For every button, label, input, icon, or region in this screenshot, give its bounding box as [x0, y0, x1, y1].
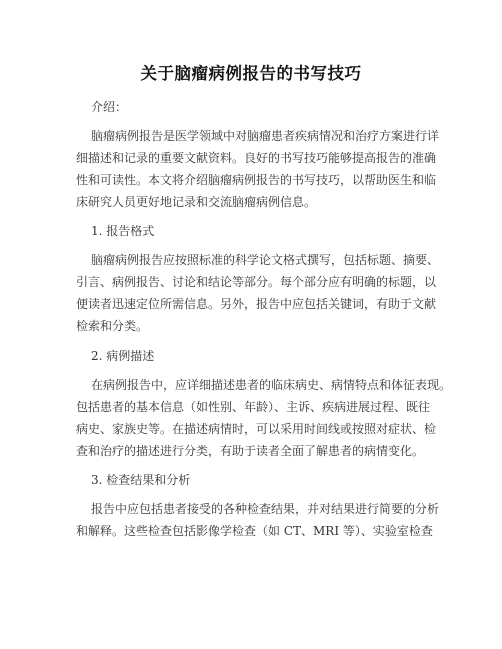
- paragraph-line: 检索和分类。: [76, 319, 149, 333]
- section-heading-case: 2. 病例描述: [91, 349, 155, 363]
- paragraph-line: 在病例报告中，应详细描述患者的临床病史、病情特点和体征表现。: [91, 378, 452, 392]
- page-title: 关于脑瘤病例报告的书写技巧: [140, 64, 362, 83]
- paragraph-line: 细描述和记录的重要文献资料。良好的书写技巧能够提高报告的准确: [76, 151, 437, 165]
- intro-heading: 介绍：: [91, 100, 128, 114]
- paragraph-line: 床研究人员更好地记录和交流脑瘤病例信息。: [76, 195, 317, 209]
- paragraph-line: 引言、病例报告、讨论和结论等部分。每个部分应有明确的标题，以: [76, 275, 437, 289]
- paragraph-line: 便读者迅速定位所需信息。另外，报告中应包括关键词，有助于文献: [76, 297, 437, 311]
- section-heading-format: 1. 报告格式: [91, 224, 155, 238]
- paragraph-line: 报告中应包括患者接受的各种检查结果，并对结果进行简要的分析: [91, 502, 440, 516]
- section-heading-results: 3. 检查结果和分析: [91, 473, 191, 487]
- paragraph-line: 脑瘤病例报告应按照标准的科学论文格式撰写，包括标题、摘要、: [91, 253, 440, 267]
- paragraph-line: 病史、家族史等。在描述病情时，可以采用时间线或按照对症状、检: [76, 422, 437, 436]
- paragraph-line: 和解释。这些检查包括影像学检查（如 CT、MRI 等）、实验室检查: [76, 524, 433, 538]
- paragraph-line: 脑瘤病例报告是医学领域中对脑瘤患者疾病情况和治疗方案进行详: [91, 129, 440, 143]
- paragraph-line: 包括患者的基本信息（如性别、年龄）、主诉、疾病进展过程、既往: [76, 400, 431, 414]
- paragraph-line: 查和治疗的描述进行分类，有助于读者全面了解患者的病情变化。: [76, 444, 425, 458]
- paragraph-line: 性和可读性。本文将介绍脑瘤病例报告的书写技巧，以帮助医生和临: [76, 173, 437, 187]
